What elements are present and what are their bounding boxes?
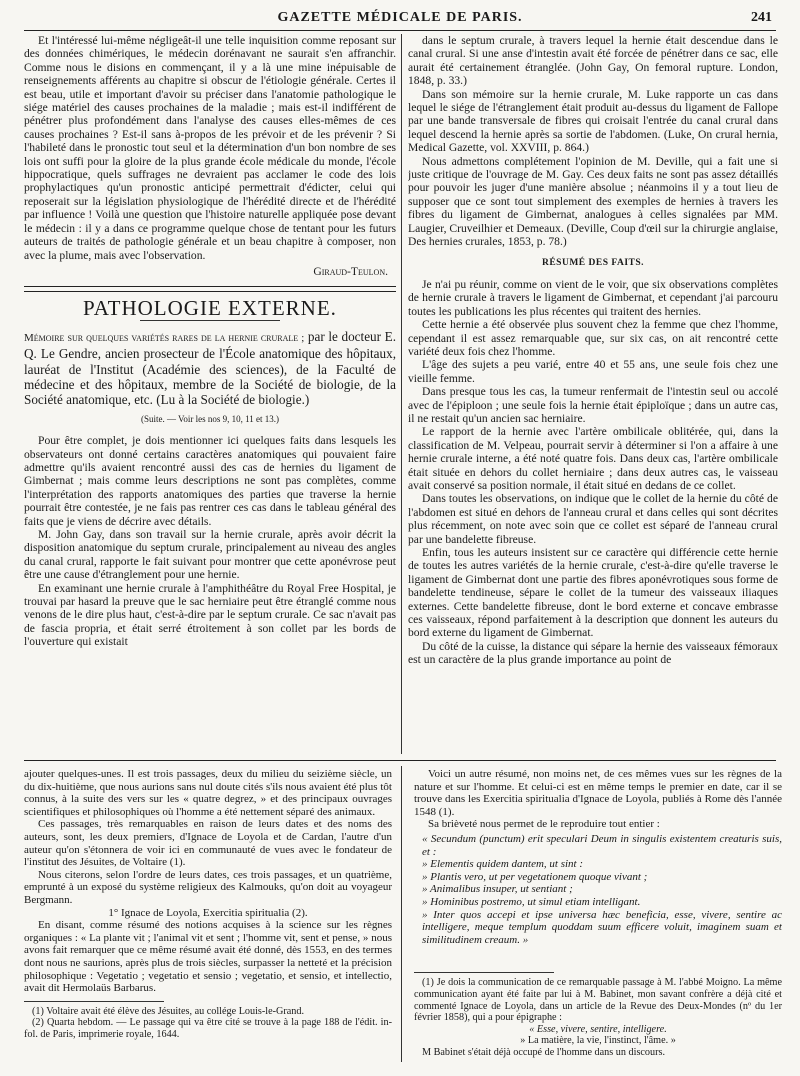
paragraph: Et l'intéressé lui-même négligeât-il une telle inquisition comme reposant sur des données chimériques, le médecin dorénavant ne saurait s'en affranchir. Comme nous le disions en commençant, il y a là une mine inépuisable de renseignements afférents au chapitre si obscur de l'étiologie générale. Certes il est beau, utile et important d'avoir su préciser dans l'anatomie pathologique le siége matériel des causes prochaines de la maladie ; mais est-il indifférent de pénétrer plus profondément dans l'analyse des causes elles-mêmes de ces causes prochaines ? Est-il sans à-propos de les prévoir et de les prévenir ? Si l'habileté dans le pronostic tout seul et la détermination d'un bon nombre de ses lois ont suffi pour la gloire de la plus grande école médicale du monde, l'école hippocratique, quels suffrages ne devraient pas acclamer le code des lois prophylactiques qu'un pronostic anticipé permettrait d'édicter, celui qui reposerait sur la législation physiologique de l'hérédité directe et de l'hérédité par influence ! Voilà une question que l'histoire naturelle appliquée pose devant le médecin : il y a dans ce programme quelque chose de tentant pour les futurs auteurs de traités de pathologie générale et un beau chapitre à composer, non avec la plume, mais avec l'observation. — [24, 34, 396, 262]
paragraph: En disant, comme résumé des notions acquises à la science sur les règnes organiques : « La plante vit ; l'animal vit et sent ; l'homme vit, sent et pense, » nous avons fait remarquer que ce même résumé avait été donné, dès 1553, en des termes dont nous ne saurions, après plus de trois siècles, surpasser la netteté et la précision philosophique : Vegetatio ; vegetatio et sensio ; vegetatio, et sensio, et intellectio, avait dit Hermolaüs Barbarus. — [24, 919, 392, 995]
paragraph: En examinant une hernie crurale à l'amphithéâtre du Royal Free Hospital, je trouvai par hasard la preuve que le sac herniaire peut être étranglé comme nous venons de le dire plus haut, c'est-à-dire par le septum crurale. Ce sac n'avait pas de fascia propria, et était serré étroitement à son collet par les bords de l'ouverture qui existait — [24, 581, 396, 649]
suite-note: (Suite. — Voir les nos 9, 10, 11 et 13.) — [140, 413, 280, 424]
paragraph: Sa brièveté nous permet de le reproduire tout entier : — [428, 818, 660, 831]
quote-line: » Elementis quidem dantem, ut sint : — [422, 858, 584, 871]
page-number: 241 — [751, 10, 772, 25]
top-left-column — [24, 34, 396, 754]
footnotes — [24, 1006, 392, 1041]
paragraph: Cette hernie a été observée plus souvent chez la femme que chez l'homme, cependant il est assez remarquable que, sur six cas, on ait rencontré cette variété deux fois chez l'homme. — [408, 318, 778, 358]
quote-line: » Inter quos accepi et ipse universa hæc beneficia, esse, vivere, sentire ac intelligere, meque templum quoddam suum efficere voluit, imaginem suam et similitudinem creaum. » — [422, 908, 782, 946]
paragraph: L'âge des sujets a peu varié, entre 40 et 55 ans, une seule fois chez une vieille femme. — [408, 358, 778, 385]
subsection-title: RÉSUMÉ DES FAITS. — [541, 257, 645, 268]
memoire-heading — [24, 329, 396, 408]
quote-line: « Secundum (punctum) erit speculari Deum in singulis existentem creaturis suis, et : — [422, 832, 782, 858]
paragraph: Je n'ai pu réunir, comme on vient de le voir, que six observations complètes de hernie crurale à travers le ligament de Gimbernat, et cependant j'ai parcouru toutes les publications les plus récentes qui traitent des hernies. — [408, 277, 778, 318]
paragraph: Pour être complet, je dois mentionner ici quelques faits dans lesquels les observateurs ont donné certains caractères anatomiques qui pouvaient faire admettre qu'ils avaient rencontré aussi des cas de hernies du ligament de Gimbernat ; mais comme leurs descriptions ne sont pas complètes, comme l'interprétation des rapports anatomiques des parties que traverse la hernie pourrait être contestée, je ne fais pas rentrer ces cas dans le tableau général des faits que je viens de décrire avec détails. — [24, 434, 396, 528]
footnote: (2) Quarta hebdom. — Le passage qui va être cité se trouve à la page 188 de l'édit. in-fol. de Paris, imprimerie royale, 1644. — [24, 1017, 392, 1040]
section-title: PATHOLOGIE EXTERNE. — [83, 296, 337, 321]
footnote-rule — [414, 972, 554, 973]
column-divider — [401, 34, 402, 754]
signature: Giraud-Teulon. — [313, 264, 388, 278]
epigraph-line: « Esse, vivere, sentire, intelligere. — [529, 1023, 667, 1035]
footnote-rule — [24, 1001, 164, 1002]
top-right-column — [408, 34, 778, 754]
paragraph: Enfin, tous les auteurs insistent sur ce caractère qui différencie cette hernie de toutes les autres variétés de la hernie crurale, c'est-à-dire qu'elle traverse le ligament de Gimbernat dont une partie des fibres aponévrotiques sous forme de bandelette tendineuse, sépare le collet de la tumeur des vaisseaux iliaques externes. Cette bandelette fibreuse, dont le bord externe et concave embrasse ces vaisseaux, répond parfaitement à la description que donnent les auteurs du bord externe du ligament de Gimbernat. — [408, 546, 778, 640]
footnotes — [414, 977, 782, 1058]
quote-line: » Plantis vero, ut per vegetationem quoque vivant ; — [422, 870, 648, 883]
footnote: (1) Voltaire avait été élève des Jésuites, au collége Louis-le-Grand. — [32, 1005, 305, 1017]
paragraph: Voici un autre résumé, non moins net, de ces mêmes vues sur les règnes de la nature et sur l'homme. Et celui-ci est en même temps le premier en date, car il se trouve dans les Exercitia spiritualia d'Ignace de Loyola, publiés à Rome dès l'année 1548 (1). — [414, 768, 782, 818]
quote-line: » Animalibus insuper, ut sentiant ; — [422, 883, 573, 896]
paragraph: dans le septum crurale, à travers lequel la hernie était descendue dans le canal crural. Si une anse d'intestin avait été forcée de pénétrer dans ce sac, elle aurait été certainement étranglée. (John Gay, On femoral rupture. London, 1848, p. 33.) — [408, 34, 778, 88]
epigraph-line: » La matière, la vie, l'instinct, l'âme. » — [520, 1035, 676, 1047]
bottom-left-column — [24, 768, 392, 1068]
footnote: M Babinet s'était déjà occupé de l'homme dans un discours. — [422, 1046, 666, 1058]
column-divider — [401, 766, 402, 1062]
memoire-author: par le docteur E. Q. Le Gendre, ancien prosecteur de l'École anatomique des hôpitaux, lauréat de l'Institut (Académie des sciences), de la Faculté de médecine et des hôpitaux, membre de la Société de biologie, de la Société anatomique, etc. (Lu à la Société de biologie.) — [24, 328, 396, 408]
paragraph: Nous citerons, selon l'ordre de leurs dates, ces trois passages, et un quatrième, emprunté à un exposé du système religieux des Kalmouks, qu'on doit au voyageur Bergmann. — [24, 868, 392, 906]
feuilleton-rule — [24, 760, 776, 761]
paragraph: Ces passages, très remarquables en raison de leurs dates et des noms des auteurs, sont, les deux premiers, d'Ignace de Loyola et de Cardan, l'autre d'un auteur qu'on s'étonnera de voir ici en communauté de vues avec le fondateur de l'institut des Jésuites, de Voltaire (1). — [24, 818, 392, 869]
footnote: (1) Je dois la communication de ce remarquable passage à M. l'abbé Moigno. La même communication ayant été faite par lui à M. Babinet, mon savant confrère a déjà cité et commenté Ignace de Loyola, dans un article de la Revue des Deux-Mondes (nº du 1er février 1858), qui a pour épigraphe : — [414, 977, 782, 1024]
paragraph: Le rapport de la hernie avec l'artère ombilicale oblitérée, qui, dans la classification de M. Velpeau, pourrait servir à déterminer si l'on a affaire à une hernie crurale interne, a été noté quatre fois. Dans deux cas, l'artère ombilicale était située en dehors du collet herniaire ; dans deux autres cas, le vaisseau avait conservé sa position normale, il était situé en dedans de ce collet. — [408, 425, 778, 492]
paragraph: Du côté de la cuisse, la distance qui sépare la hernie des vaisseaux fémoraux est un caractère de la plus grande importance au point de — [408, 639, 778, 667]
section-rule — [24, 286, 396, 292]
paragraph: Dans toutes les observations, on indique que le collet de la hernie du côté de l'abdomen est situé en dehors de l'anneau crural et dans celles qui sont décrites plus récemment, on note avec soin que ce collet est séparé de l'anneau crural par une bandelette fibreuse. — [408, 492, 778, 546]
paragraph: Nous admettons complétement l'opinion de M. Deville, qui a fait une si juste critique de l'ouvrage de M. Gay. Ces deux faits ne sont pas assez détaillés pour pouvoir les juger d'une manière absolue ; néanmoins il y a tout lieu de supposer que ce sont tout simplement des exemples de hernies à travers les fibres du ligament de Gimbernat, analogues à celles signalées par MM. Laugier, Cruveilhier et Demeaux. (Deville, Coup d'œil sur la chirurgie anglaise, Des hernies crurales, 1853, p. 78.) — [408, 154, 778, 249]
journal-title: GAZETTE MÉDICALE DE PARIS. — [277, 10, 523, 25]
paragraph: ajouter quelques-unes. Il est trois passages, deux du milieu du seizième siècle, un du dix-huitième, que nous aurions sans nul doute cités s'ils nous avaient été plus tôt connus, à la suite des vers sur les « quatre degrez, » et des principaux ouvrages scientifiques et philosophiques où l'homme a été nettement séparé des animaux. — [24, 768, 392, 818]
subheading: 1° Ignace de Loyola, Exercitia spiritualia (2). — [108, 906, 308, 919]
paragraph: Dans son mémoire sur la hernie crurale, M. Luke rapporte un cas dans lequel le siége de l'étranglement était produit au-dessus du ligament de Fallope par une bande transversale de fibres qui croisait l'entrée du canal crural dans lequel descend la hernie après sa sortie de l'abdomen. (Luke, On crural hernia, Medical Gazette, vol. XXVIII, p. 864.) — [408, 87, 778, 155]
page-header — [24, 8, 776, 31]
bottom-right-column — [414, 768, 782, 1068]
paragraph: M. John Gay, dans son travail sur la hernie crurale, après avoir décrit la disposition anatomique du septum crurale, principalement au niveau des angles du canal crural, rapporte le fait suivant pour montrer que cette aponévrose peut être une cause d'étranglement pour une hernie. — [24, 528, 396, 582]
quote-line: » Hominibus postremo, ut simul etiam intelligant. — [422, 895, 641, 908]
memoire-title: Mémoire sur quelques variétés rares de la hernie crurale ; — [24, 331, 305, 344]
paragraph: Dans presque tous les cas, la tumeur renfermait de l'intestin seul ou accolé avec de l'épiploon ; une seule fois la hernie était épiploïque ; dans un autre cas, il ne restait qu'un ancien sac herniaire. — [408, 385, 778, 425]
latin-quote — [422, 833, 782, 946]
